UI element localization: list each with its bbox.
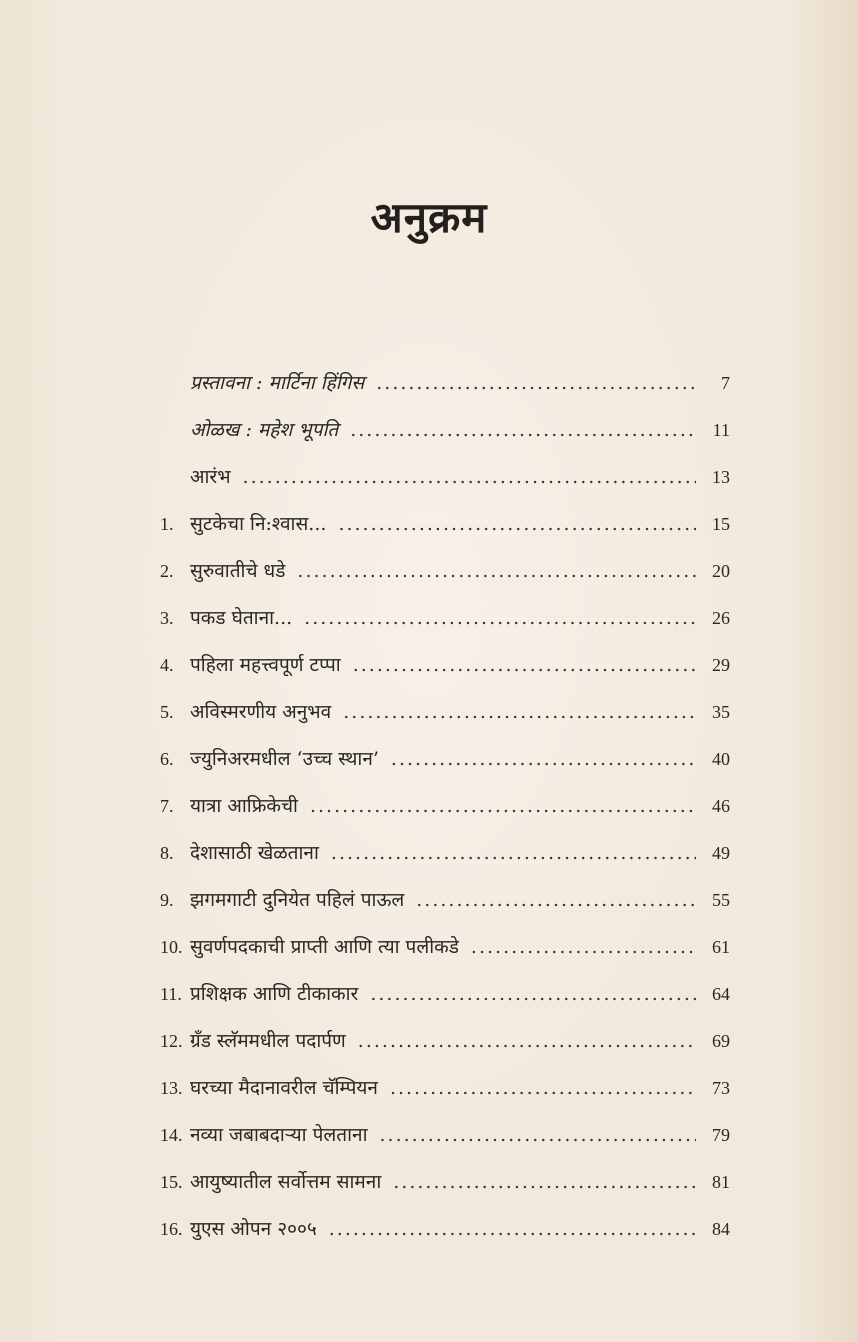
dot-leader xyxy=(370,979,696,1009)
chapter-number: 16. xyxy=(160,1219,183,1239)
page-number: 84 xyxy=(712,1219,730,1239)
chapter-number: 7. xyxy=(160,796,174,816)
toc-entry xyxy=(160,1167,730,1214)
chapter-number: 5. xyxy=(160,702,174,722)
chapter-number: 3. xyxy=(160,608,174,628)
chapter-number: 1. xyxy=(160,514,174,534)
page-number: 55 xyxy=(712,890,730,910)
toc-entry xyxy=(160,979,730,1026)
dot-leader xyxy=(358,1026,696,1056)
toc-entry xyxy=(160,697,730,744)
dot-leader xyxy=(343,697,696,727)
toc-entry xyxy=(160,791,730,838)
table-of-contents xyxy=(160,368,730,1261)
chapter-title: प्रस्तावना : मार्टिना हिंगिस xyxy=(190,372,365,394)
dot-leader xyxy=(380,1120,697,1150)
chapter-title: पहिला महत्त्वपूर्ण टप्पा xyxy=(190,654,341,676)
toc-entry xyxy=(160,1073,730,1120)
chapter-title: घरच्या मैदानावरील चॅम्पियन xyxy=(190,1077,378,1099)
page-number: 35 xyxy=(712,702,730,722)
dot-leader xyxy=(338,509,696,539)
toc-entry xyxy=(160,838,730,885)
page-number: 61 xyxy=(712,937,730,957)
dot-leader xyxy=(297,556,696,586)
toc-entry xyxy=(160,1214,730,1261)
dot-leader xyxy=(304,603,696,633)
page-number: 69 xyxy=(712,1031,730,1051)
dot-leader xyxy=(390,1073,696,1103)
chapter-title: सुरुवातीचे धडे xyxy=(190,560,286,582)
chapter-number: 2. xyxy=(160,561,174,581)
page-number: 11 xyxy=(712,420,730,440)
chapter-number: 15. xyxy=(160,1172,183,1192)
chapter-number: 6. xyxy=(160,749,174,769)
chapter-title: ओळख : महेश भूपति xyxy=(190,419,339,441)
chapter-number: 12. xyxy=(160,1031,183,1051)
toc-entry xyxy=(160,509,730,556)
chapter-title: देशासाठी खेळताना xyxy=(190,842,319,864)
dot-leader xyxy=(353,650,696,680)
chapter-number: 4. xyxy=(160,655,174,675)
chapter-title: सुटकेचा नि:श्वास... xyxy=(190,513,327,535)
chapter-number: 11. xyxy=(160,984,182,1004)
chapter-number: 9. xyxy=(160,890,174,910)
toc-entry xyxy=(160,650,730,697)
chapter-number: 8. xyxy=(160,843,174,863)
toc-entry xyxy=(160,462,730,509)
chapter-title: आयुष्यातील सर्वोत्तम सामना xyxy=(190,1171,382,1193)
toc-entry xyxy=(160,368,730,415)
chapter-title: प्रशिक्षक आणि टीकाकार xyxy=(190,983,359,1005)
chapter-title: आरंभ xyxy=(190,466,231,488)
chapter-number: 14. xyxy=(160,1125,183,1145)
page-number: 46 xyxy=(712,796,730,816)
dot-leader xyxy=(350,415,696,445)
chapter-title: झगमगाटी दुनियेत पहिलं पाऊल xyxy=(190,889,405,911)
dot-leader xyxy=(243,462,696,492)
chapter-title: यात्रा आफ्रिकेची xyxy=(190,795,298,817)
page-number: 7 xyxy=(721,373,730,393)
dot-leader xyxy=(329,1214,696,1244)
page-number: 20 xyxy=(712,561,730,581)
page-number: 81 xyxy=(712,1172,730,1192)
toc-entry xyxy=(160,556,730,603)
toc-entry xyxy=(160,1120,730,1167)
chapter-title: अविस्मरणीय अनुभव xyxy=(190,701,332,723)
dot-leader xyxy=(416,885,696,915)
chapter-title: युएस ओपन २००५ xyxy=(190,1218,317,1240)
toc-entry xyxy=(160,415,730,462)
chapter-number: 10. xyxy=(160,937,183,957)
dot-leader xyxy=(471,932,696,962)
toc-entry xyxy=(160,744,730,791)
chapter-title: पकड घेताना... xyxy=(190,607,293,629)
chapter-number: 13. xyxy=(160,1078,183,1098)
page-number: 13 xyxy=(712,467,730,487)
page-number: 29 xyxy=(712,655,730,675)
page-number: 64 xyxy=(712,984,730,1004)
page-number: 40 xyxy=(712,749,730,769)
page-number: 79 xyxy=(712,1125,730,1145)
page-number: 49 xyxy=(712,843,730,863)
dot-leader xyxy=(331,838,696,868)
page-number: 26 xyxy=(712,608,730,628)
page-title: अनुक्रम xyxy=(370,193,488,242)
dot-leader xyxy=(310,791,696,821)
toc-entry xyxy=(160,1026,730,1073)
dot-leader xyxy=(376,368,696,398)
toc-entry xyxy=(160,885,730,932)
toc-entry xyxy=(160,603,730,650)
page-number: 15 xyxy=(712,514,730,534)
dot-leader xyxy=(391,744,696,774)
dot-leader xyxy=(393,1167,696,1197)
chapter-title: ज्युनिअरमधील ‘उच्च स्थान’ xyxy=(190,748,379,770)
page-number: 73 xyxy=(712,1078,730,1098)
chapter-title: ग्रँड स्लॅममधील पदार्पण xyxy=(190,1030,346,1052)
chapter-title: सुवर्णपदकाची प्राप्ती आणि त्या पलीकडे xyxy=(190,936,459,958)
chapter-title: नव्या जबाबदाऱ्या पेलताना xyxy=(190,1124,368,1146)
toc-entry xyxy=(160,932,730,979)
